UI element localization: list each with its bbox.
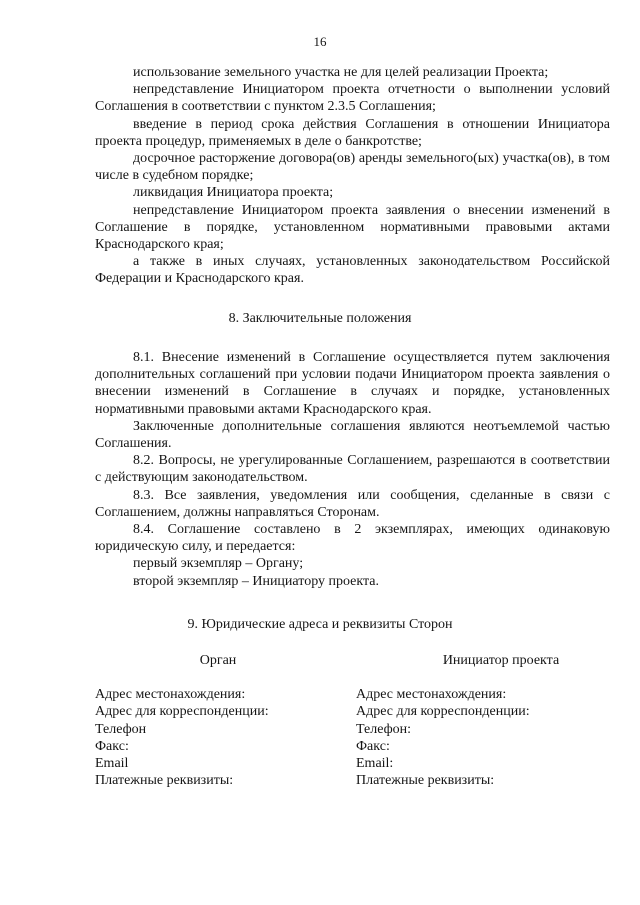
termination-grounds-list bbox=[95, 64, 610, 288]
email-label: Email: bbox=[356, 756, 394, 772]
payment-details-label: Платежные реквизиты: bbox=[356, 773, 495, 789]
paragraph-8-4: 8.4. Соглашение составлено в 2 экземплярах, имеющих одинаковую юридическую силу, и передается: bbox=[95, 522, 610, 555]
email-label: Email bbox=[95, 756, 129, 772]
list-item: досрочное расторжение договора(ов) аренды земельного(ых) участка(ов), в том числе в судебном порядке; bbox=[95, 151, 610, 184]
paragraph-8-2: 8.2. Вопросы, не урегулированные Соглашением, разрешаются в соответствии с действующим законодательством. bbox=[95, 453, 610, 486]
list-item: непредставление Инициатором проекта заявления о внесении изменений в Соглашение в порядке, установленном нормативными правовыми актами Краснодарского края; bbox=[95, 202, 610, 253]
paragraph-copy-1: первый экземпляр – Органу; bbox=[133, 556, 304, 572]
payment-details-label: Платежные реквизиты: bbox=[95, 773, 234, 789]
fax-label: Факс: bbox=[95, 738, 129, 754]
left-party-details bbox=[95, 686, 269, 790]
section-8-body bbox=[95, 349, 610, 590]
correspondence-address-label: Адрес для корреспонденции: bbox=[356, 704, 530, 720]
fax-label: Факс: bbox=[356, 738, 390, 754]
list-item: а также в иных случаях, установленных законодательством Российской Федерации и Краснодарского края. bbox=[95, 254, 610, 287]
left-party-title: Орган bbox=[199, 653, 237, 668]
page-number: 16 bbox=[313, 34, 327, 49]
paragraph-copy-2: второй экземпляр – Инициатору проекта. bbox=[133, 573, 380, 589]
list-item: непредставление Инициатором проекта отчетности о выполнении условий Соглашения в соответствии с пунктом 2.3.5 Соглашения; bbox=[95, 82, 610, 115]
list-item: ликвидация Инициатора проекта; bbox=[133, 185, 334, 201]
list-item: введение в период срока действия Соглашения в отношении Инициатора проекта процедур, применяемых в деле о банкротстве; bbox=[95, 116, 610, 149]
right-party-details bbox=[356, 686, 530, 790]
phone-label: Телефон bbox=[95, 721, 147, 737]
paragraph-8-1: 8.1. Внесение изменений в Соглашение осуществляется путем заключения дополнительных соглашений при условии подачи Инициатором проекта заявления о внесении изменений в Соглашение в случаях и порядке, установленных нормативными правовыми актами Краснодарского края. bbox=[95, 350, 610, 417]
address-label: Адрес местонахождения: bbox=[356, 687, 507, 702]
right-party-title: Инициатор проекта bbox=[442, 653, 560, 668]
section-8-heading: 8. Заключительные положения bbox=[228, 311, 412, 326]
section-9-heading: 9. Юридические адреса и реквизиты Сторон bbox=[187, 617, 453, 632]
paragraph-supplementary: Заключенные дополнительные соглашения являются неотъемлемой частью Соглашения. bbox=[95, 418, 610, 452]
correspondence-address-label: Адрес для корреспонденции: bbox=[95, 704, 269, 720]
paragraph-8-3: 8.3. Все заявления, уведомления или сообщения, сделанные в связи с Соглашением, должны направляться Сторонам. bbox=[95, 487, 610, 520]
list-item: использование земельного участка не для целей реализации Проекта; bbox=[133, 65, 549, 80]
address-label: Адрес местонахождения: bbox=[95, 687, 246, 702]
phone-label: Телефон: bbox=[356, 721, 412, 737]
